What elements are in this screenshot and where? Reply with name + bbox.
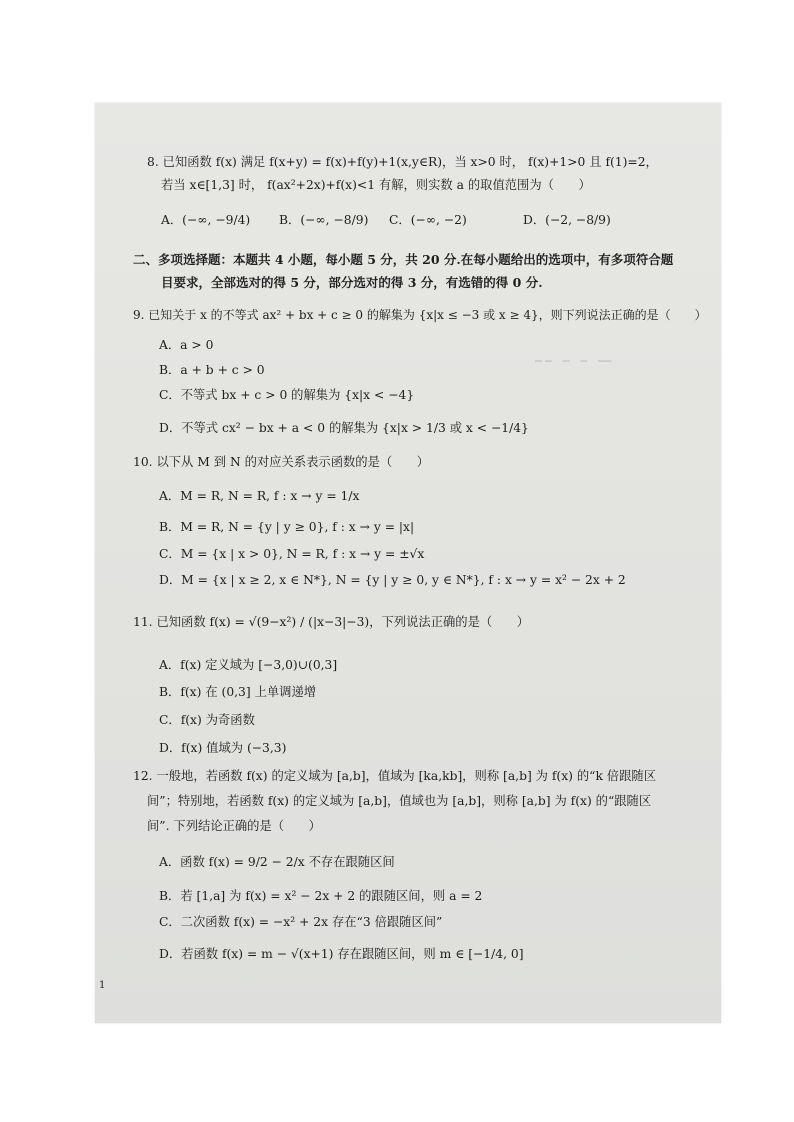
section2-heading-line2: 目要求，全部选对的得 5 分，部分选对的得 3 分，有选错的得 0 分. (161, 275, 543, 290)
q10-option-c: C．M = {x | x > 0}, N = R, f : x → y = ±√x (159, 547, 425, 561)
q11-option-d: D．f(x) 值域为 (−3,3) (159, 741, 287, 755)
q9-option-d: D．不等式 cx² − bx + a < 0 的解集为 {x|x > 1/3 或 x < −1/4} (159, 421, 529, 435)
q12-option-a: A．函数 f(x) = 9/2 − 2/x 不存在跟随区间 (159, 855, 395, 869)
q10-option-b: B．M = R, N = {y | y ≥ 0}, f : x → y = |x| (159, 520, 415, 534)
q8-option-a: A．(−∞, −9/4) (161, 213, 251, 227)
q8-option-b: B．(−∞, −8/9) (279, 213, 369, 227)
q9-option-b: B．a + b + c > 0 (159, 363, 265, 377)
q11-option-c: C．f(x) 为奇函数 (159, 713, 255, 727)
q12-line1: 12. 一般地，若函数 f(x) 的定义域为 [a,b]，值域为 [ka,kb]，则称 [a,b] 为 f(x) 的“k 倍跟随区 (133, 769, 656, 783)
q12-line2: 间”；特别地，若函数 f(x) 的定义域为 [a,b]，值域也为 [a,b]，则称 [a,b] 为 f(x) 的“跟随区 (147, 794, 652, 808)
q11-option-a: A．f(x) 定义域为 [−3,0)∪(0,3] (159, 658, 338, 672)
q12-option-c: C．二次函数 f(x) = −x² + 2x 存在“3 倍跟随区间” (159, 915, 443, 929)
q12-line3: 间”. 下列结论正确的是（ ） (147, 819, 321, 833)
q8-line2: 若当 x∈[1,3] 时， f(ax²+2x)+f(x)<1 有解，则实数 a 的取值范围为（ ） (161, 178, 591, 192)
q12-option-b: B．若 [1,a] 为 f(x) = x² − 2x + 2 的跟随区间，则 a = 2 (159, 889, 483, 903)
page-number: 1 (99, 980, 106, 991)
q9-option-c: C．不等式 bx + c > 0 的解集为 {x|x < −4} (159, 388, 415, 402)
exam-paper (95, 103, 721, 1023)
q10-option-a: A．M = R, N = R, f : x → y = 1/x (159, 489, 360, 503)
bleed-through-marks: ━ ━ ━ ━ ━━ (535, 355, 612, 368)
q10-stem: 10. 以下从 M 到 N 的对应关系表示函数的是（ ） (133, 455, 430, 469)
q8-option-d: D．(−2, −8/9) (523, 213, 611, 227)
q9-stem: 9. 已知关于 x 的不等式 ax² + bx + c ≥ 0 的解集为 {x|x ≤ −3 或 x ≥ 4}，则下列说法正确的是（ ） (133, 308, 707, 322)
q11-stem: 11. 已知函数 f(x) = √(9−x²) / (|x−3|−3)，下列说法正确的是（ ） (133, 615, 530, 629)
q10-option-d: D．M = {x | x ≥ 2, x ∈ N*}, N = {y | y ≥ 0, y ∈ N*}, f : x → y = x² − 2x + 2 (159, 573, 626, 587)
q8-option-c: C．(−∞, −2) (389, 213, 467, 227)
q9-option-a: A．a > 0 (159, 338, 214, 352)
section2-heading-line1: 二、多项选择题：本题共 4 小题，每小题 5 分，共 20 分.在每小题给出的选项中，有多项符合题 (133, 252, 674, 267)
q8-line1: 8. 已知函数 f(x) 满足 f(x+y) = f(x)+f(y)+1(x,y∈R)，当 x>0 时， f(x)+1>0 且 f(1)=2， (147, 155, 658, 169)
q12-option-d: D．若函数 f(x) = m − √(x+1) 存在跟随区间，则 m ∈ [−1/4, 0] (159, 947, 524, 961)
q11-option-b: B．f(x) 在 (0,3] 上单调递增 (159, 685, 317, 699)
